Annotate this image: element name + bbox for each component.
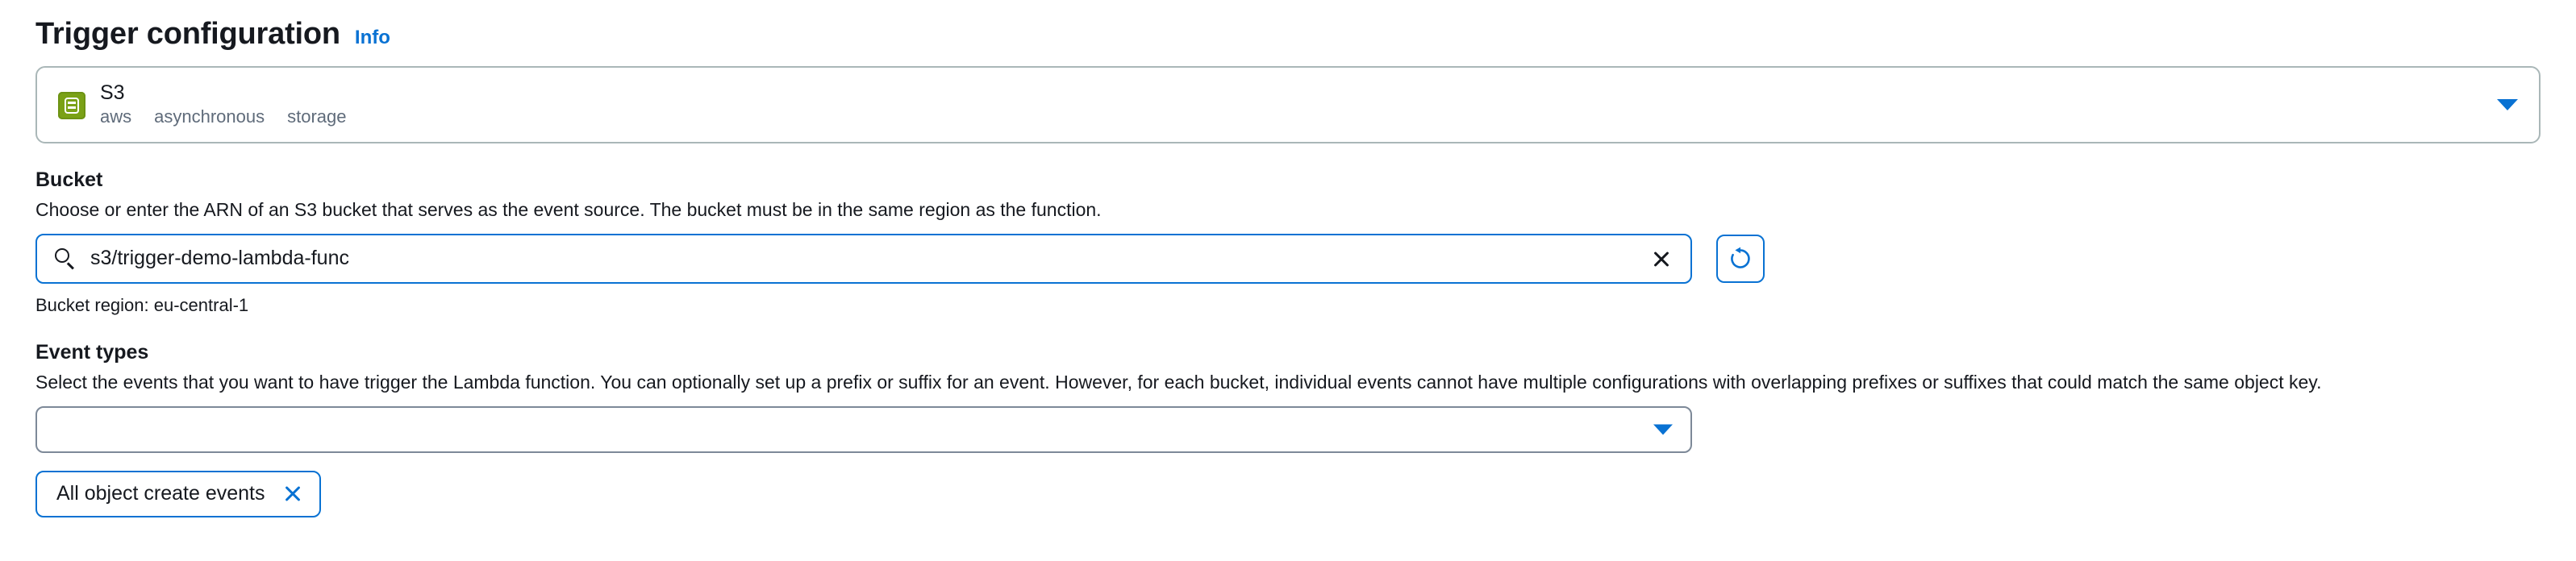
source-tag: aws xyxy=(100,106,132,127)
trigger-source-select[interactable] xyxy=(35,66,2541,143)
chevron-down-icon[interactable] xyxy=(2497,99,2518,110)
bucket-region-hint: Bucket region: eu-central-1 xyxy=(35,294,249,315)
bucket-input-row xyxy=(35,234,2541,284)
refresh-icon xyxy=(1728,246,1753,272)
s3-bucket-icon xyxy=(58,92,85,119)
bucket-search-input[interactable] xyxy=(35,234,1692,284)
event-type-token[interactable] xyxy=(35,471,321,517)
bucket-label: Bucket xyxy=(35,168,103,191)
event-type-token-label: All object create events xyxy=(56,482,265,505)
bucket-description: Choose or enter the ARN of an S3 bucket that serves as the event source. The bucket must be in the same region as the function. xyxy=(35,198,1102,220)
clear-bucket-icon[interactable] xyxy=(1650,247,1673,270)
page-title: Trigger configuration xyxy=(35,17,340,51)
source-text xyxy=(100,82,347,127)
panel-header xyxy=(35,18,2541,52)
chevron-down-icon[interactable] xyxy=(1653,424,1673,434)
event-types-select[interactable] xyxy=(35,406,1692,453)
event-types-description: Select the events that you want to have trigger the Lambda function. You can optionally set up a prefix or suffix for an event. However, for each bucket, individual events cannot have multiple configurations with overlapping prefixes or suffixes that could match the same object key. xyxy=(35,372,2322,393)
event-types-label: Event types xyxy=(35,341,149,364)
search-icon xyxy=(55,248,76,269)
info-link[interactable]: Info xyxy=(354,27,390,48)
source-tag: asynchronous xyxy=(154,106,265,127)
source-tags xyxy=(100,107,347,127)
bucket-field xyxy=(35,168,2541,316)
refresh-buckets-button[interactable] xyxy=(1716,235,1765,283)
source-name: S3 xyxy=(100,81,125,104)
bucket-input-value: s3/trigger-demo-lambda-func xyxy=(90,247,349,270)
source-tag: storage xyxy=(287,106,347,127)
event-types-field xyxy=(35,340,2541,517)
selected-event-types xyxy=(35,471,2541,517)
remove-event-type-icon[interactable] xyxy=(282,484,303,505)
